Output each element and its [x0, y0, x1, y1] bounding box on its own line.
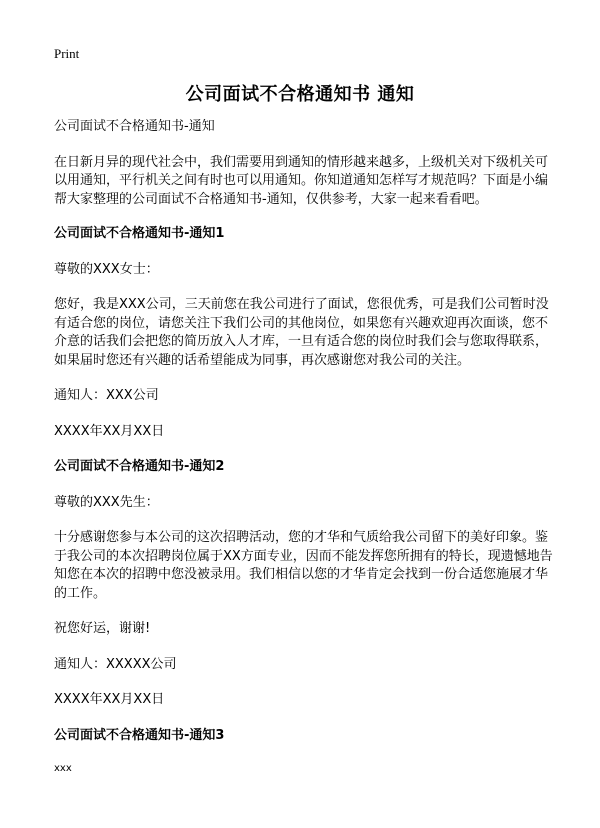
document-subtitle: 公司面试不合格通知书-通知: [54, 119, 215, 134]
section-heading-3: 公司面试不合格通知书-通知3: [54, 727, 225, 743]
salutation-2: 尊敬的XXX先生：: [54, 494, 159, 510]
section-heading-2: 公司面试不合格通知书-通知2: [54, 459, 225, 474]
notifier-1: 通知人：XXX公司: [54, 388, 159, 403]
document-title: 公司面试不合格通知书 通知: [185, 84, 415, 105]
salutation-3: xxx: [54, 763, 72, 774]
salutation-1: 尊敬的XXX女士：: [54, 261, 159, 277]
document-body: [54, 118, 554, 776]
date-2: XXXX年XX月XX日: [54, 692, 165, 707]
date-1: XXXX年XX月XX日: [54, 423, 165, 439]
section-heading-1: 公司面试不合格通知书-通知1: [54, 226, 225, 241]
print-link[interactable]: Print: [54, 46, 80, 61]
closing-2: 祝您好运，谢谢!: [54, 621, 151, 636]
body-paragraph-2: 十分感谢您参与本公司的这次招聘活动，您的才华和气质给我公司留下的美好印象。鉴于我公司的本次招聘岗位属于XX方面专业，因而不能发挥您所拥有的特长，现遗憾地告知您在本次的招聘中您没被录用。我们相信以您的才华肯定会找到一份合适您施展才华的工作。: [54, 530, 553, 601]
notifier-2: 通知人：XXXXX公司: [54, 656, 177, 672]
body-paragraph-1: 您好，我是XXX公司，三天前您在我公司进行了面试，您很优秀，可是我们公司暂时没有适合您的岗位，请您关注下我们公司的其他岗位，如果您有兴趣欢迎再次面谈，您不介意的话我们会把您的简历放入人才库，一旦有适合您的岗位时我们会与您取得联系，如果届时您还有兴趣的话希望能成为同事，再次感谢您对我公司的关注。: [54, 297, 549, 368]
intro-paragraph: 在日新月异的现代社会中，我们需要用到通知的情形越来越多，上级机关对下级机关可以用通知，平行机关之间有时也可以用通知。你知道通知怎样写才规范吗？下面是小编帮大家整理的公司面试不合格通知书-通知，仅供参考，大家一起来看看吧。: [54, 154, 549, 207]
